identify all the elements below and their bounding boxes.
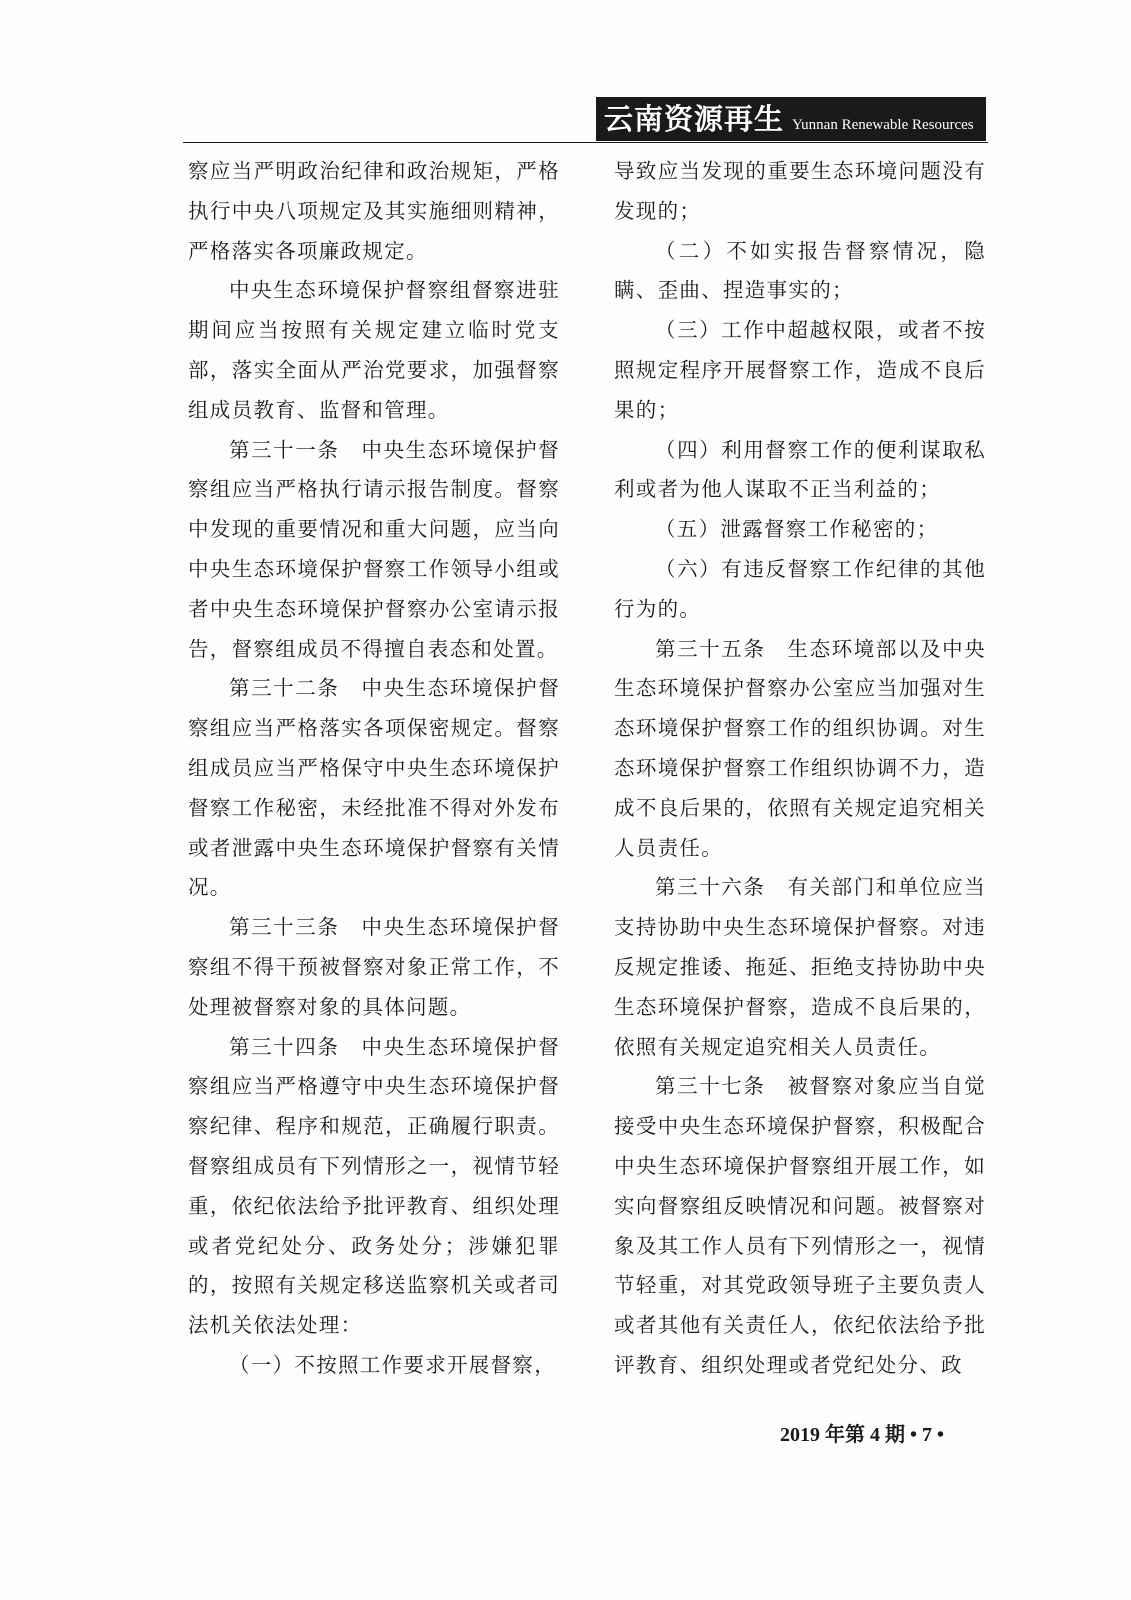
paragraph: （五）泄露督察工作秘密的；	[655, 517, 939, 542]
journal-title-cn: 云南资源再生	[604, 102, 785, 136]
journal-title-en: Yunnan Renewable Resources	[792, 117, 974, 133]
right-text-column	[614, 152, 986, 1386]
paragraph: 中央生态环境保护督察组督察进驻期间应当按照有关规定建立临时党支部，落实全面从严治党要求，加强督察组成员教育、监督和管理。	[188, 278, 560, 422]
paragraph: 第三十一条 中央生态环境保护督察组应当严格执行请示报告制度。督察中发现的重要情况和重大问题，应当向中央生态环境保护督察工作领导小组或者中央生态环境保护督察办公室请示报告，督察组成员不得擅自表态和处置。	[188, 437, 560, 661]
left-text-column	[188, 152, 560, 1386]
issue-page-number: 2019 年第 4 期 • 7 •	[780, 1424, 945, 1446]
paragraph: （一）不按照工作要求开展督察，	[229, 1352, 556, 1377]
paragraph: 第三十三条 中央生态环境保护督察组不得干预被督察对象正常工作，不处理被督察对象的具体问题。	[188, 915, 560, 1019]
paragraph: （三）工作中超越权限，或者不按照规定程序开展督察工作，造成不良后果的；	[614, 318, 986, 422]
paragraph: 第三十四条 中央生态环境保护督察组应当严格遵守中央生态环境保护督察纪律、程序和规范，正确履行职责。督察组成员有下列情形之一，视情节轻重，依纪依法给予批评教育、组织处理或者党纪处分、政务处分；涉嫌犯罪的，按照有关规定移送监察机关或者司法机关依法处理：	[188, 1034, 560, 1338]
paragraph: 第三十五条 生态环境部以及中央生态环境保护督察办公室应当加强对生态环境保护督察工作的组织协调。对生态环境保护督察工作组织协调不力，造成不良后果的，依照有关规定追究相关人员责任。	[614, 636, 986, 860]
paragraph: 第三十六条 有关部门和单位应当支持协助中央生态环境保护督察。对违反规定推诿、拖延、拒绝支持协助中央生态环境保护督察，造成不良后果的，依照有关规定追究相关人员责任。	[614, 875, 986, 1059]
paragraph: （二）不如实报告督察情况，隐瞒、歪曲、捏造事实的；	[614, 238, 986, 303]
paragraph: （四）利用督察工作的便利谋取私利或者为他人谋取不正当利益的；	[614, 437, 986, 502]
header-rule	[183, 142, 988, 143]
journal-header-banner	[596, 97, 986, 141]
paragraph: 第三十七条 被督察对象应当自觉接受中央生态环境保护督察，积极配合中央生态环境保护督察组开展工作，如实向督察组反映情况和问题。被督察对象及其工作人员有下列情形之一，视情节轻重，对其党政领导班子主要负责人或者其他有关责任人，依纪依法给予批评教育、组织处理或者党纪处分、政	[614, 1074, 986, 1377]
paragraph: 察应当严明政治纪律和政治规矩，严格执行中央八项规定及其实施细则精神，严格落实各项廉政规定。	[188, 159, 560, 263]
paragraph: （六）有违反督察工作纪律的其他行为的。	[614, 556, 986, 621]
paragraph: 导致应当发现的重要生态环境问题没有发现的；	[614, 159, 986, 223]
paragraph: 第三十二条 中央生态环境保护督察组应当严格落实各项保密规定。督察组成员应当严格保守中央生态环境保护督察工作秘密，未经批准不得对外发布或者泄露中央生态环境保护督察有关情况。	[188, 676, 560, 900]
